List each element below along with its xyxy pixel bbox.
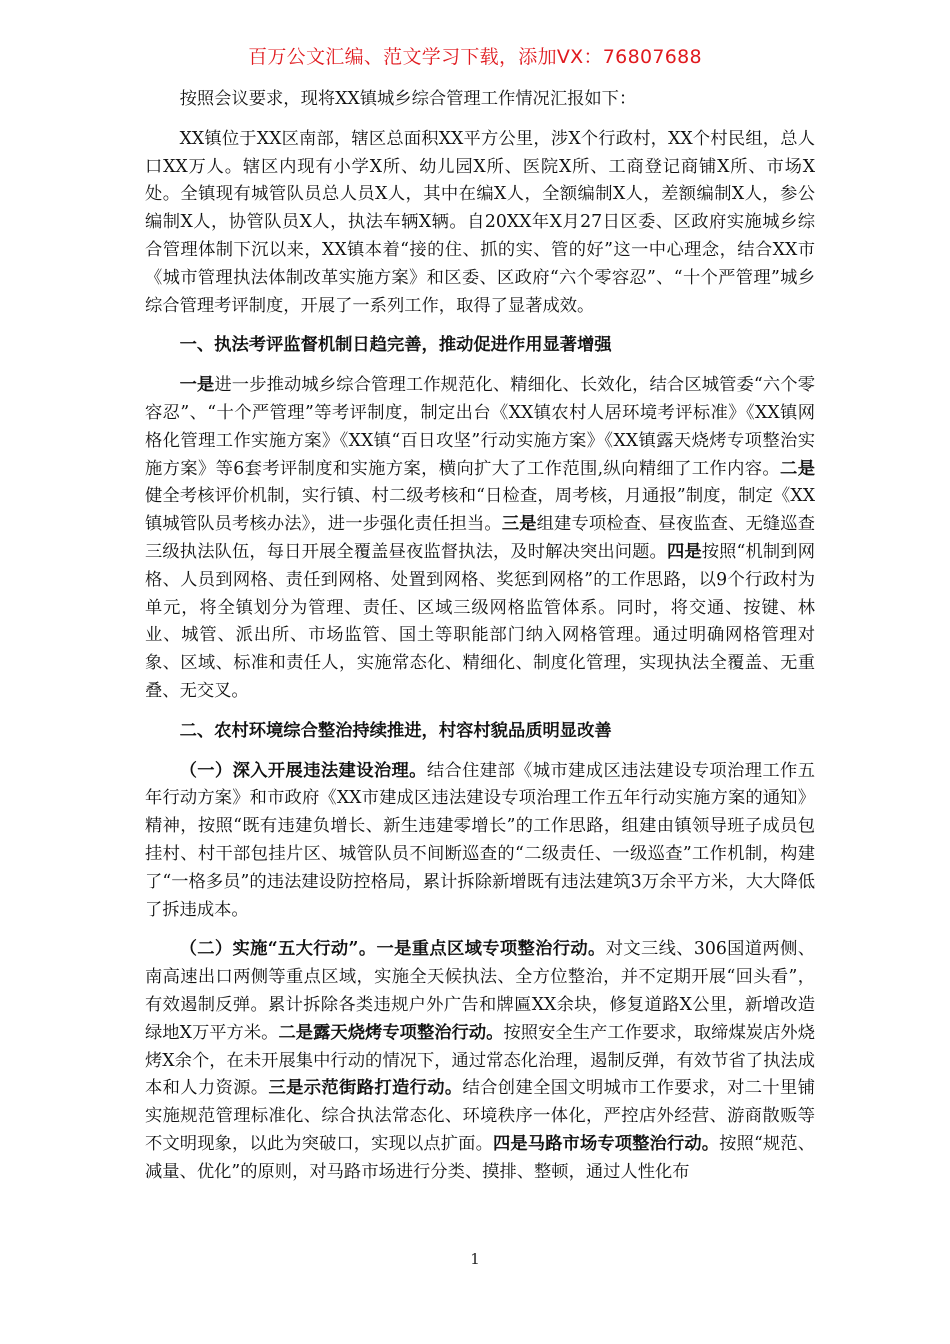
lead-fourth: 四是 bbox=[666, 541, 702, 562]
lead-first: 一是 bbox=[179, 375, 215, 396]
subsection-1-paragraph: （一）深入开展违法建设治理。结合住建部《城市建成区违法建设专项治理工作五年行动方案》和市政府《XX市建成区违法建设专项治理工作五年行动实施方案的通知》精神，按照“既有违建负增长、新生违建零增长”的工作思路，组建由镇领导班子成员包挂村、村干部包挂片区、城管队员不间断巡查的“二级责任、一级巡查”工作机制，构建了“一格多员”的违法建设防控格局，累计拆除新增既有违法建筑3万余平方米，大大降低了拆违成本。 bbox=[145, 760, 815, 920]
section-2-heading: 二、农村环境综合整治持续推进，村容村貌品质明显改善 bbox=[179, 720, 612, 741]
lead-third: 三是 bbox=[501, 514, 537, 535]
lead-second: 二是 bbox=[780, 458, 815, 479]
action-4-title: 四是马路市场专项整治行动。 bbox=[492, 1133, 720, 1154]
header-banner: 百万公文汇编、范文学习下载，添加VX：76807688 bbox=[248, 46, 702, 68]
intro-paragraph: 按照会议要求，现将XX镇城乡综合管理工作情况汇报如下： bbox=[179, 89, 637, 109]
document-body bbox=[145, 86, 815, 1186]
subsection-1-title: （一）深入开展违法建设治理。 bbox=[179, 760, 427, 781]
subsection-2-paragraph: （二）实施“五大行动”。一是重点区域专项整治行动。对文三线、306国道两侧、南高速出口两侧等重点区域，实施全天候执法、全方位整治，并不定期开展“回头看”，有效遏制反弹。累计拆除各类违规户外广告和牌匾XX余块，修复道路X公里，新增改造绿地X万平方米。二是露天烧烤专项整治行动。按照安全生产工作要求，取缔煤炭店外烧烤X余个，在未开展集中行动的情况下，通过常态化治理，遏制反弹，有效节省了执法成本和人力资源。三是示范街路打造行动。结合创建全国文明城市工作要求，对二十里铺实施规范管理标准化、综合执法常态化、环境秩序一体化，严控店外经营、游商散贩等不文明现象，以此为突破口，实现以点扩面。四是马路市场专项整治行动。按照“规范、减量、优化”的原则，对马路市场进行分类、摸排、整顿，通过人性化布 bbox=[145, 939, 815, 1182]
page-number: 1 bbox=[470, 1250, 480, 1268]
section-1-heading: 一、执法考评监督机制日趋完善，推动促进作用显著增强 bbox=[179, 335, 612, 356]
subsection-2-title: （二）实施“五大行动”。 bbox=[179, 939, 377, 960]
section-1-paragraph: 一是进一步推动城乡综合管理工作规范化、精细化、长效化，结合区城管委“六个零容忍”、“十个严管理”等考评制度，制定出台《XX镇农村人居环境考评标准》《XX镇网格化管理工作实施方案》《XX镇“百日攻坚”行动实施方案》《XX镇露天烧烤专项整治实施方案》等6套考评制度和实施方案，横向扩大了工作范围,纵向精细了工作内容。二是健全考核评价机制，实行镇、村二级考核和“日检查，周考核，月通报”制度，制定《XX镇城管队员考核办法》，进一步强化责任担当。三是组建专项检查、昼夜监查、无缝巡查三级执法队伍，每日开展全覆盖昼夜监督执法，及时解决突出问题。四是按照“机制到网格、人员到网格、责任到网格、处置到网格、奖惩到网格”的工作思路，以9个行政村为单元，将全镇划分为管理、责任、区域三级网格监管体系。同时，将交通、按键、林业、城管、派出所、市场监管、国土等职能部门纳入网格管理。通过明确网格管理对象、区域、标准和责任人，实施常态化、精细化、制度化管理，实现执法全覆盖、无重叠、无交叉。 bbox=[145, 375, 815, 701]
overview-paragraph: XX镇位于XX区南部，辖区总面积XX平方公里，涉X个行政村，XX个村民组，总人口XX万人。辖区内现有小学X所、幼儿园X所、医院X所、工商登记商铺X所、市场X处。全镇现有城管队员总人员X人，其中在编X人，全额编制X人，差额编制X人，参公编制X人，协管队员X人，执法车辆X辆。自20XX年X月27日区委、区政府实施城乡综合管理体制下沉以来，XX镇本着“接的住、抓的实、管的好”这一中心理念，结合XX市《城市管理执法体制改革实施方案》和区委、区政府“六个零容忍”、“十个严管理”城乡综合管理考评制度，开展了一系列工作，取得了显著成效。 bbox=[145, 128, 815, 316]
action-3-title: 三是示范街路打造行动。 bbox=[268, 1078, 463, 1099]
action-2-title: 二是露天烧烤专项整治行动。 bbox=[278, 1022, 504, 1043]
action-1-title: 一是重点区域专项整治行动。 bbox=[376, 939, 606, 960]
